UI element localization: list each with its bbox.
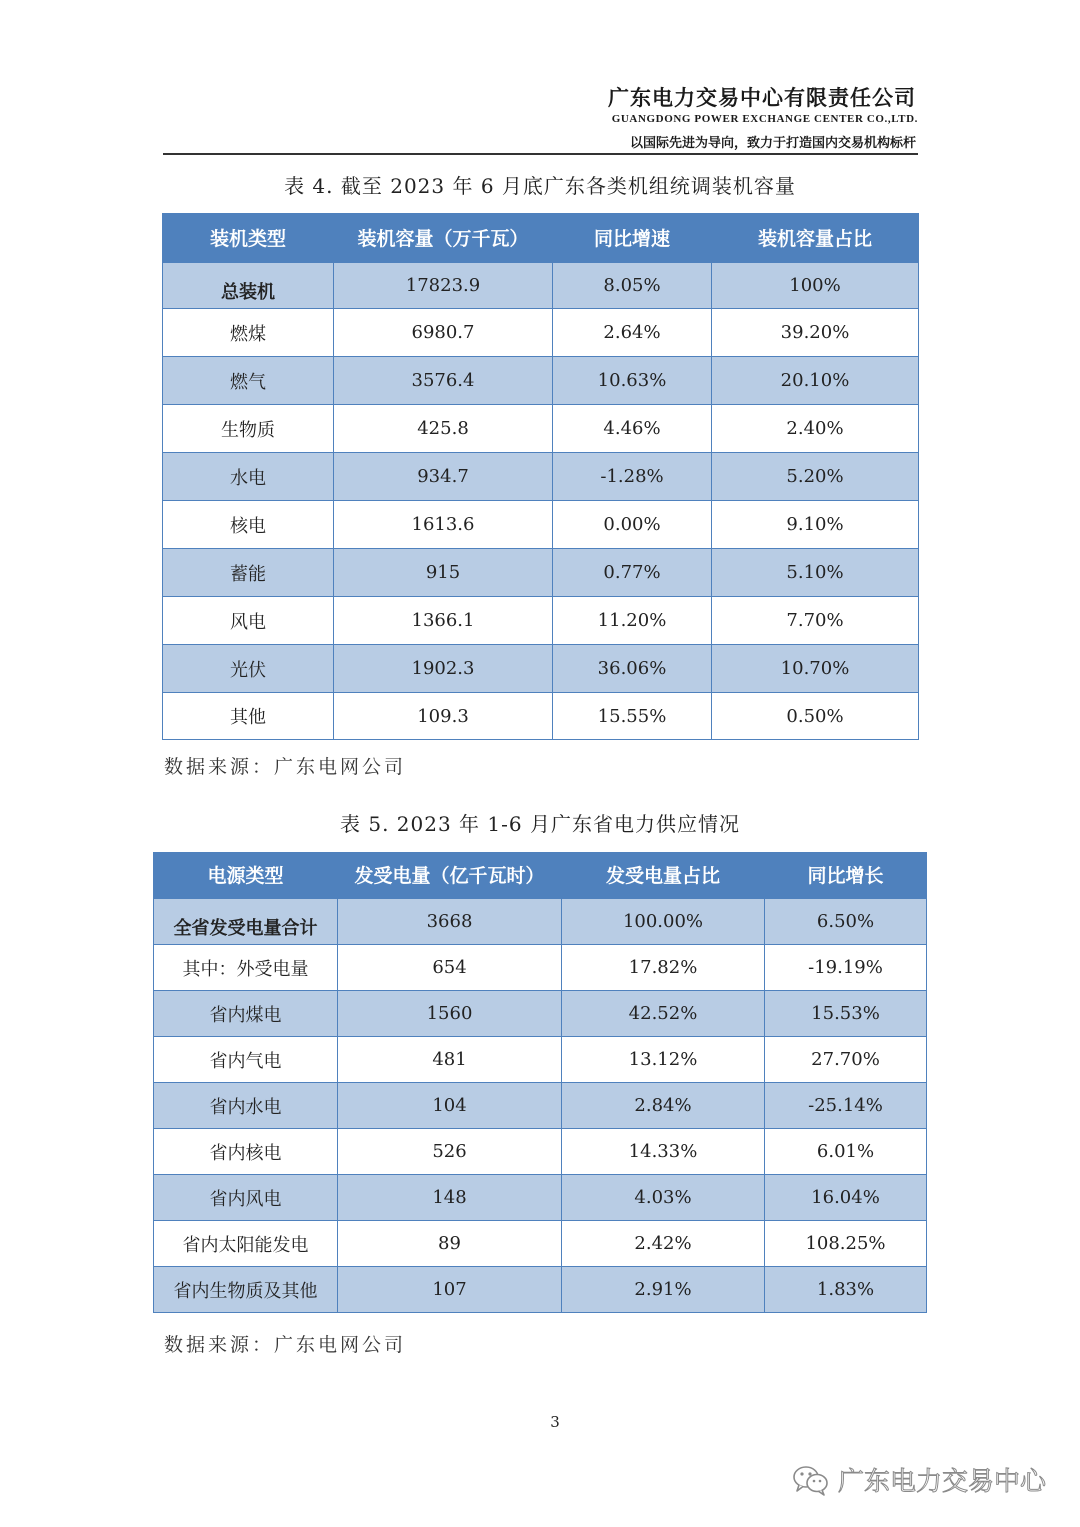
table5-caption: 表 5. 2023 年 1-6 月广东省电力供应情况 bbox=[340, 812, 740, 836]
table-cell: 14.33% bbox=[562, 1129, 765, 1175]
table4-header-cell: 装机容量占比 bbox=[712, 214, 919, 262]
table4-caption: 表 4. 截至 2023 年 6 月底广东各类机组统调装机容量 bbox=[284, 174, 796, 198]
table-cell: 7.70% bbox=[712, 597, 919, 645]
table-cell: 蓄能 bbox=[163, 549, 334, 597]
table-cell: 6.01% bbox=[765, 1129, 927, 1175]
table-cell: -25.14% bbox=[765, 1083, 927, 1129]
table-cell: 5.10% bbox=[712, 549, 919, 597]
table-cell: 107 bbox=[338, 1267, 562, 1313]
table4-header-cell: 同比增速 bbox=[553, 214, 712, 262]
table-cell: 0.00% bbox=[553, 501, 712, 549]
table-row bbox=[163, 549, 919, 597]
table5-header-cell: 电源类型 bbox=[154, 853, 338, 898]
table5-header-cell: 发受电量占比 bbox=[562, 853, 765, 898]
table-cell: 27.70% bbox=[765, 1037, 927, 1083]
table-row bbox=[154, 1129, 927, 1175]
table-row bbox=[163, 501, 919, 549]
table-cell: 5.20% bbox=[712, 453, 919, 501]
table-cell: -19.19% bbox=[765, 945, 927, 991]
table-row bbox=[163, 597, 919, 645]
table5-header-cell: 发受电量（亿千瓦时） bbox=[338, 853, 562, 898]
table-cell: 20.10% bbox=[712, 357, 919, 405]
table4-capacity bbox=[162, 213, 919, 740]
watermark bbox=[792, 1461, 1046, 1498]
table-cell: 109.3 bbox=[334, 693, 553, 740]
table-cell: 生物质 bbox=[163, 405, 334, 453]
table-cell: 526 bbox=[338, 1129, 562, 1175]
table-cell: 148 bbox=[338, 1175, 562, 1221]
table4-header-row bbox=[163, 214, 919, 262]
table4-source: 数据来源：广东电网公司 bbox=[164, 756, 407, 778]
table-cell: 10.70% bbox=[712, 645, 919, 693]
table-cell: 0.77% bbox=[553, 549, 712, 597]
table-cell: 其中：外受电量 bbox=[154, 945, 338, 991]
table-cell: 8.05% bbox=[553, 262, 712, 309]
table-cell: 1902.3 bbox=[334, 645, 553, 693]
company-name-en: GUANGDONG POWER EXCHANGE CENTER CO.,LTD. bbox=[611, 113, 918, 125]
table-cell: 省内水电 bbox=[154, 1083, 338, 1129]
table-row bbox=[154, 991, 927, 1037]
table-cell: 省内气电 bbox=[154, 1037, 338, 1083]
table-cell: 水电 bbox=[163, 453, 334, 501]
company-name-cn: 广东电力交易中心有限责任公司 bbox=[608, 86, 916, 110]
table-cell: 3576.4 bbox=[334, 357, 553, 405]
table-cell: 省内风电 bbox=[154, 1175, 338, 1221]
table-cell: 燃煤 bbox=[163, 309, 334, 357]
table-row bbox=[163, 405, 919, 453]
table5-header-cell: 同比增长 bbox=[765, 853, 927, 898]
table-cell: 15.55% bbox=[553, 693, 712, 740]
table-cell: -1.28% bbox=[553, 453, 712, 501]
table-row bbox=[154, 1267, 927, 1313]
table-cell: 10.63% bbox=[553, 357, 712, 405]
table-cell: 总装机 bbox=[163, 262, 334, 309]
table4-header-cell: 装机类型 bbox=[163, 214, 334, 262]
table-cell: 481 bbox=[338, 1037, 562, 1083]
table-cell: 2.42% bbox=[562, 1221, 765, 1267]
table-cell: 17.82% bbox=[562, 945, 765, 991]
table-cell: 934.7 bbox=[334, 453, 553, 501]
table-cell: 1.83% bbox=[765, 1267, 927, 1313]
table-cell: 0.50% bbox=[712, 693, 919, 740]
wechat-icon bbox=[792, 1464, 830, 1496]
table-cell: 1366.1 bbox=[334, 597, 553, 645]
table-row bbox=[154, 898, 927, 945]
table-row bbox=[163, 693, 919, 740]
table-cell: 2.84% bbox=[562, 1083, 765, 1129]
table-cell: 100% bbox=[712, 262, 919, 309]
table-cell: 3668 bbox=[338, 898, 562, 945]
company-slogan: 以国际先进为导向，致力于打造国内交易机构标杆 bbox=[629, 136, 916, 151]
table-cell: 15.53% bbox=[765, 991, 927, 1037]
table-cell: 39.20% bbox=[712, 309, 919, 357]
table-row bbox=[154, 1175, 927, 1221]
table-cell: 16.04% bbox=[765, 1175, 927, 1221]
table-cell: 省内煤电 bbox=[154, 991, 338, 1037]
table-cell: 36.06% bbox=[553, 645, 712, 693]
table-cell: 425.8 bbox=[334, 405, 553, 453]
table-row bbox=[163, 309, 919, 357]
table-cell: 2.40% bbox=[712, 405, 919, 453]
table-row bbox=[163, 645, 919, 693]
table-cell: 104 bbox=[338, 1083, 562, 1129]
table-cell: 654 bbox=[338, 945, 562, 991]
table-cell: 省内生物质及其他 bbox=[154, 1267, 338, 1313]
table-cell: 省内核电 bbox=[154, 1129, 338, 1175]
table-row bbox=[163, 453, 919, 501]
table-cell: 4.03% bbox=[562, 1175, 765, 1221]
table-cell: 6.50% bbox=[765, 898, 927, 945]
table-cell: 17823.9 bbox=[334, 262, 553, 309]
table-cell: 100.00% bbox=[562, 898, 765, 945]
table-cell: 燃气 bbox=[163, 357, 334, 405]
table5-source: 数据来源：广东电网公司 bbox=[164, 1334, 407, 1356]
page-number: 3 bbox=[550, 1413, 560, 1431]
table-cell: 2.64% bbox=[553, 309, 712, 357]
table-cell: 4.46% bbox=[553, 405, 712, 453]
table-cell: 光伏 bbox=[163, 645, 334, 693]
table-cell: 915 bbox=[334, 549, 553, 597]
table-row bbox=[163, 357, 919, 405]
table-cell: 42.52% bbox=[562, 991, 765, 1037]
table-cell: 风电 bbox=[163, 597, 334, 645]
table-row bbox=[154, 1221, 927, 1267]
table4-header-cell: 装机容量（万千瓦） bbox=[334, 214, 553, 262]
table-cell: 其他 bbox=[163, 693, 334, 740]
header-divider bbox=[163, 153, 918, 155]
table-row bbox=[154, 1037, 927, 1083]
table5-supply bbox=[153, 852, 927, 1313]
table-cell: 13.12% bbox=[562, 1037, 765, 1083]
table-cell: 1560 bbox=[338, 991, 562, 1037]
table-row bbox=[163, 262, 919, 309]
table-cell: 89 bbox=[338, 1221, 562, 1267]
table-cell: 108.25% bbox=[765, 1221, 927, 1267]
table-cell: 1613.6 bbox=[334, 501, 553, 549]
table-row bbox=[154, 1083, 927, 1129]
watermark-text: 广东电力交易中心 bbox=[837, 1467, 1046, 1497]
table-cell: 2.91% bbox=[562, 1267, 765, 1313]
table-cell: 9.10% bbox=[712, 501, 919, 549]
table5-header-row bbox=[154, 853, 927, 898]
table-row bbox=[154, 945, 927, 991]
table-cell: 11.20% bbox=[553, 597, 712, 645]
table-cell: 核电 bbox=[163, 501, 334, 549]
table-cell: 省内太阳能发电 bbox=[154, 1221, 338, 1267]
table-cell: 全省发受电量合计 bbox=[154, 898, 338, 945]
table-cell: 6980.7 bbox=[334, 309, 553, 357]
